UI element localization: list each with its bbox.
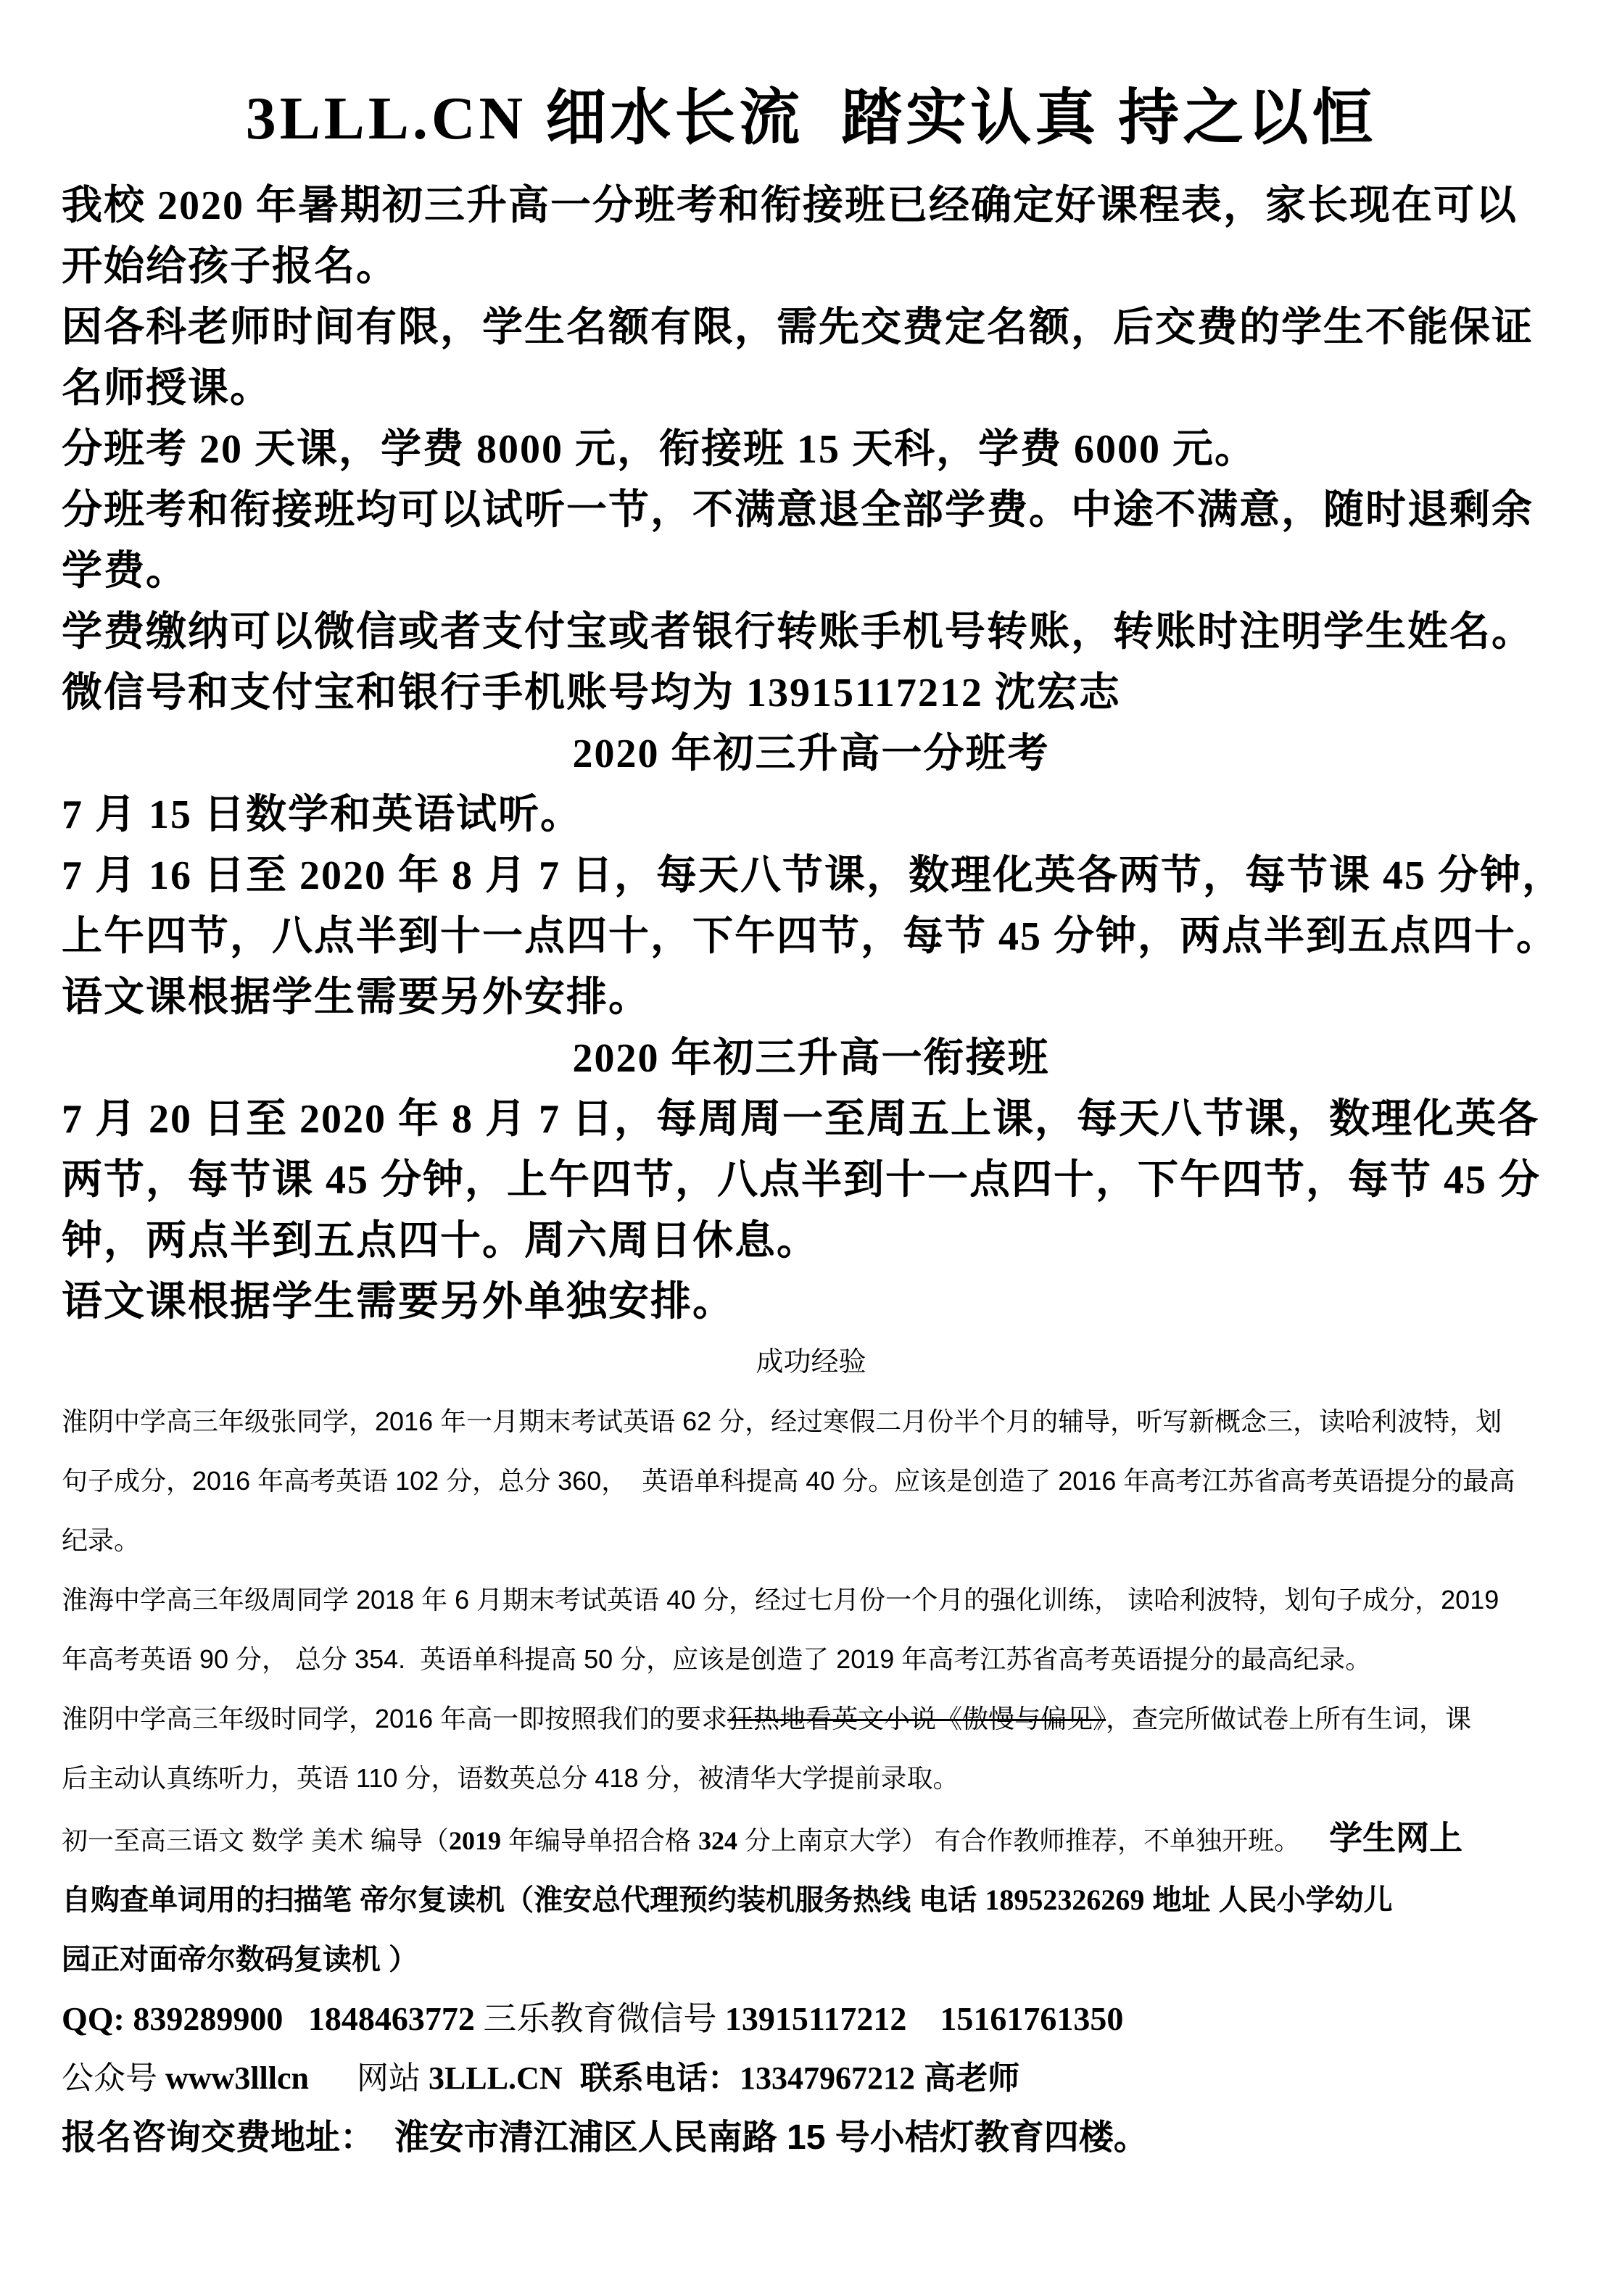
site-value: 3LLL.CN bbox=[429, 2060, 563, 2096]
success-case-line: 纪录。 bbox=[62, 1525, 141, 1555]
success-case-line: 句子成分，2016 年高考英语 102 分，总分 360， 英语单科提高 40 分。应该是创造了 2016 年高考江苏省高考英语提分的最高 bbox=[62, 1466, 1515, 1496]
scanner-text: 自购查单词用的扫描笔 帝尔复读机（淮安总代理预约装机服务热线 电话 bbox=[62, 1884, 985, 1916]
document-content bbox=[0, 78, 1622, 2168]
notice-line: 分班考 20 天课，学费 8000 元，衔接班 15 天科，学费 6000 元。 bbox=[62, 427, 1257, 472]
schedule-line: 语文课根据学生需要另外安排。 bbox=[62, 975, 650, 1020]
contact-line-address bbox=[62, 2108, 1560, 2168]
notice-line: 我校 2020 年暑期初三升高一分班考和衔接班已经确定好课程表，家长现在可以 bbox=[62, 183, 1518, 228]
scanner-line: 园正对面帝尔数码复读机 ） bbox=[62, 1944, 418, 1976]
case3-suffix: ，查完所做试卷上所有生词，课 bbox=[1106, 1704, 1472, 1733]
gzh-value: www3lllcn bbox=[165, 2060, 309, 2096]
page-title: 3LLL.CN 细水长流 踏实认真 持之以恒 bbox=[245, 85, 1377, 152]
notice-line: 学费。 bbox=[62, 549, 188, 594]
contact-line-accounts bbox=[62, 2049, 1560, 2108]
scanner-line bbox=[62, 1870, 1560, 1930]
gzh-label: 公众号 bbox=[62, 2060, 165, 2096]
courses-text: 年编导单招合格 bbox=[501, 1825, 699, 1855]
wechat-numbers: 13915117212 15161761350 bbox=[724, 2000, 1124, 2037]
notice-line: 因各科老师时间有限，学生名额有限，需先交费定名额，后交费的学生不能保证 bbox=[62, 305, 1534, 350]
success-case-line: 淮阴中学高三年级张同学，2016 年一月期末考试英语 62 分，经过寒假二月份半个月的辅导，听写新概念三，读哈利波特，划 bbox=[62, 1406, 1502, 1436]
spacer bbox=[1300, 1825, 1329, 1855]
notice-line: 开始给孩子报名。 bbox=[62, 244, 398, 289]
site-label: 网站 bbox=[309, 2060, 429, 2096]
success-case-line: 后主动认真练听力，英语 110 分，语数英总分 418 分，被清华大学提前录取。 bbox=[62, 1763, 959, 1793]
schedule-line: 钟，两点半到五点四十。周六周日休息。 bbox=[62, 1219, 819, 1264]
notice-line: 分班考和衔接班均可以试听一节，不满意退全部学费。中途不满意，随时退剩余 bbox=[62, 488, 1534, 533]
scanner-text: 地址 人民小学幼儿 bbox=[1144, 1884, 1393, 1916]
schedule-line: 7 月 15 日数学和英语试听。 bbox=[62, 792, 582, 837]
notice-line: 名师授课。 bbox=[62, 366, 272, 411]
courses-line bbox=[62, 1808, 1560, 1870]
success-heading: 成功经验 bbox=[756, 1347, 866, 1377]
bold-number: 324 bbox=[698, 1826, 738, 1855]
teacher-name: 高老师 bbox=[915, 2060, 1020, 2096]
schedule-line: 上午四节，八点半到十一点四十，下午四节，每节 45 分钟，两点半到五点四十。 bbox=[62, 914, 1558, 959]
notice-line: 学费缴纳可以微信或者支付宝或者银行转账手机号转账，转账时注明学生姓名。 bbox=[62, 610, 1534, 655]
success-case-line: 淮海中学高三年级周同学 2018 年 6 月期末考试英语 40 分，经过七月份一个月的强化训练， 读哈利波特，划句子成分，2019 bbox=[62, 1585, 1499, 1615]
tel-label: 联系电话： bbox=[562, 2060, 740, 2096]
schedule-line: 语文课根据学生需要另外单独安排。 bbox=[62, 1280, 735, 1325]
schedule-line: 7 月 20 日至 2020 年 8 月 7 日，每周周一至周五上课，每天八节课，数理化英各 bbox=[62, 1097, 1539, 1142]
schedule-line: 两节，每节课 45 分钟，上午四节，八点半到十一点四十，下午四节，每节 45 分 bbox=[62, 1158, 1541, 1203]
notice-section bbox=[62, 175, 1564, 1333]
courses-text: 初一至高三语文 数学 美术 编导（ bbox=[62, 1825, 450, 1855]
notice-line: 微信号和支付宝和银行手机账号均为 13915117212 沈宏志 bbox=[62, 671, 1121, 716]
bold-number: 2019 bbox=[449, 1826, 502, 1855]
case3-prefix: 淮阴中学高三年级时同学，2016 年高一即按照我们的要求 bbox=[62, 1704, 728, 1733]
section-heading-bridge-class: 2020 年初三升高一衔接班 bbox=[572, 1036, 1050, 1081]
student-online-highlight: 学生网上 bbox=[1329, 1819, 1463, 1857]
section-heading-placement-exam: 2020 年初三升高一分班考 bbox=[572, 732, 1050, 776]
contact-line-qq bbox=[62, 1989, 1560, 2049]
schedule-line: 7 月 16 日至 2020 年 8 月 7 日，每天八节课，数理化英各两节，每节课 45 分钟， bbox=[62, 853, 1564, 898]
address-value: 淮安市清江浦区人民南路 15 号小桔灯教育四楼。 bbox=[394, 2118, 1149, 2157]
address-label: 报名咨询交费地址： bbox=[62, 2118, 394, 2157]
success-case-line: 年高考英语 90 分， 总分 354. 英语单科提高 50 分，应该是创造了 2019 年高考江苏省高考英语提分的最高纪录。 bbox=[62, 1644, 1372, 1674]
hotline-number: 18952326269 bbox=[985, 1883, 1145, 1916]
qq-numbers: QQ: 839289900 1848463772 bbox=[62, 2000, 484, 2037]
success-section bbox=[62, 1333, 1560, 2168]
tel-value: 13347967212 bbox=[740, 2060, 916, 2096]
courses-text: 分上南京大学） 有合作教师推荐，不单独开班。 bbox=[737, 1825, 1301, 1855]
wechat-label: 三乐教育微信号 bbox=[483, 2000, 725, 2037]
success-case-line bbox=[62, 1689, 1560, 1749]
strikethrough-text: 狂热地看英文小说《傲慢与偏见》 bbox=[727, 1704, 1106, 1733]
